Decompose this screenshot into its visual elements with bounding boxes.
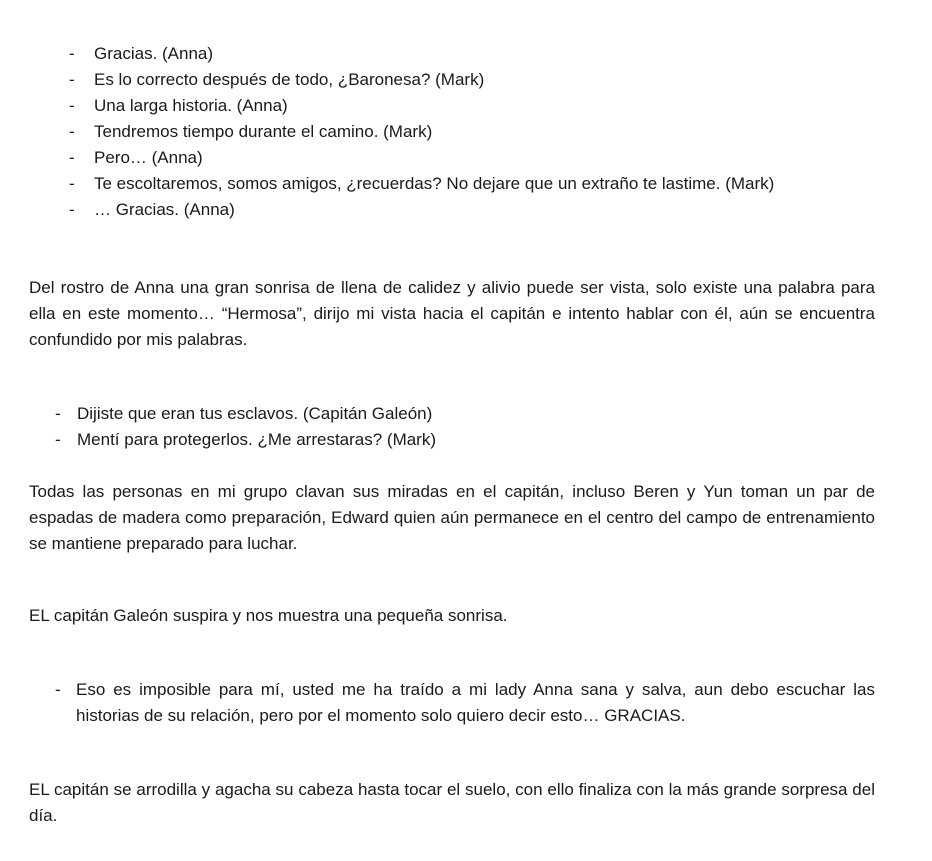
narrative-paragraph: Del rostro de Anna una gran sonrisa de llena de calidez y alivio puede ser vista, solo existe una palabra para ella en este momento… “Hermosa”, dirijo mi vista hacia el capitán e intento hablar con él, aún se encuentra confundido por mis palabras. (29, 278, 875, 349)
list-dash: - (69, 122, 75, 141)
list-dash: - (69, 148, 75, 167)
dialogue-line: Mentí para protegerlos. ¿Me arrestaras? (Mark) (77, 430, 437, 449)
list-dash: - (69, 200, 75, 219)
dialogue-line: Gracias. (Anna) (94, 44, 214, 63)
narrative-paragraph: EL capitán se arrodilla y agacha su cabeza hasta tocar el suelo, con ello finaliza con la más grande sorpresa del día. (29, 780, 875, 825)
dialogue-line: Una larga historia. (Anna) (94, 96, 288, 115)
dialogue-line: Es lo correcto después de todo, ¿Baronesa? (Mark) (94, 70, 485, 89)
dialogue-line: Eso es imposible para mí, usted me ha traído a mi lady Anna sana y salva, aun debo escuchar las historias de su relación, pero por el momento solo quiero decir esto… GRACIAS. (76, 680, 875, 725)
dialogue-line: … Gracias. (Anna) (94, 200, 235, 219)
dialogue-line: Te escoltaremos, somos amigos, ¿recuerdas? No dejare que un extraño te lastime. (Mark) (94, 174, 775, 193)
narrative-paragraph: EL capitán Galeón suspira y nos muestra una pequeña sonrisa. (29, 606, 508, 625)
dialogue-line: Tendremos tiempo durante el camino. (Mark) (94, 122, 433, 141)
list-dash: - (55, 680, 61, 699)
list-dash: - (55, 404, 61, 423)
dialogue-line: Pero… (Anna) (94, 148, 203, 167)
list-dash: - (69, 96, 75, 115)
list-dash: - (55, 430, 61, 449)
narrative-paragraph: Todas las personas en mi grupo clavan sus miradas en el capitán, incluso Beren y Yun toman un par de espadas de madera como preparación, Edward quien aún permanece en el centro del campo de entrenamiento se mantiene preparado para luchar. (29, 482, 875, 553)
list-dash: - (69, 44, 75, 63)
dialogue-line: Dijiste que eran tus esclavos. (Capitán Galeón) (77, 404, 433, 423)
list-dash: - (69, 70, 75, 89)
list-dash: - (69, 174, 75, 193)
